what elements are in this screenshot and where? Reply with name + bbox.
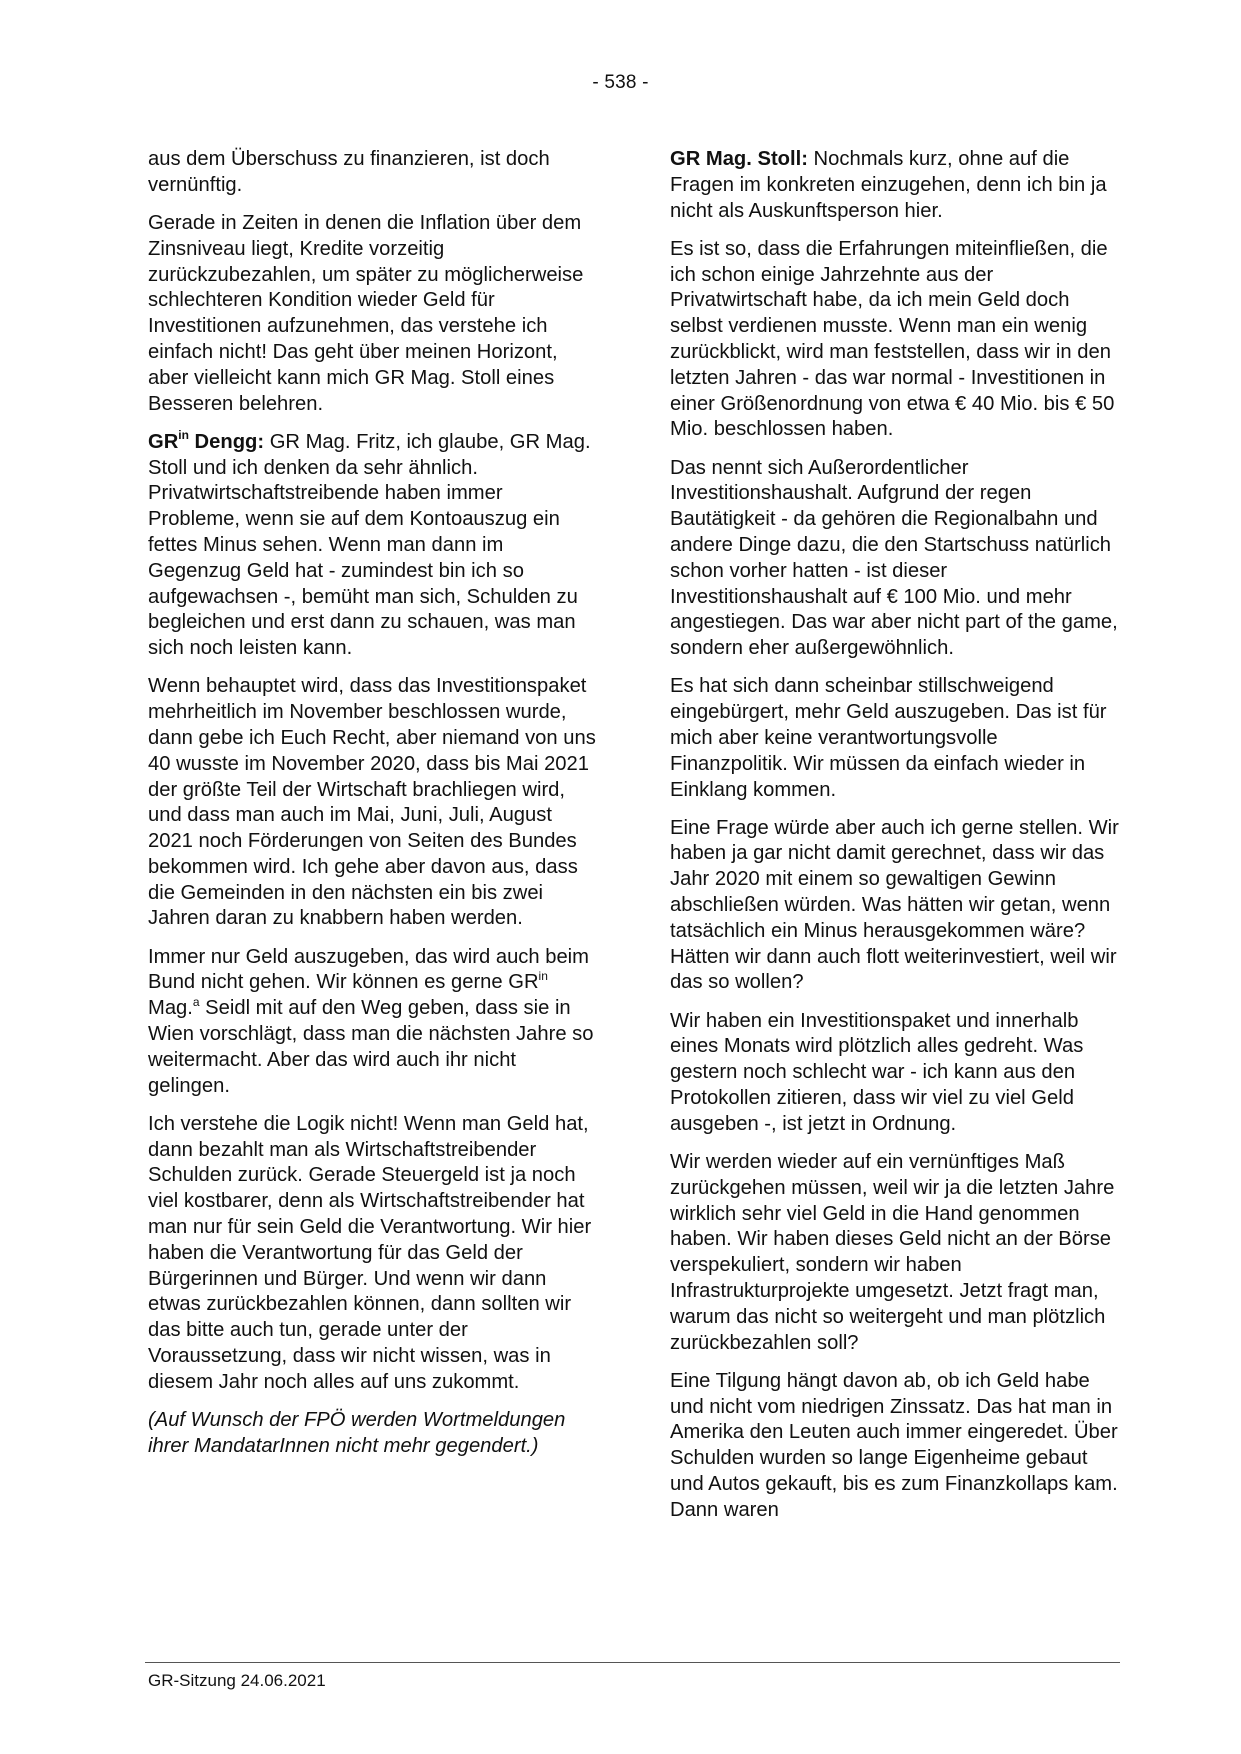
- speech-text: GR Mag. Fritz, ich glaube, GR Mag. Stoll und ich denken da sehr ähnlich. Privatwirtschaftstreibende haben immer Probleme, wenn sie auf dem Kontoauszug ein fettes Minus sehen. Wenn man dann im Gegenzug Geld hat - zumindest bin ich so aufgewachsen -, bemüht man sich, Schulden zu begleichen und erst dann zu schauen, was man sich noch leisten kann.: [148, 430, 591, 660]
- paragraph: Das nennt sich Außerordentlicher Investitionshaushalt. Aufgrund der regen Bautätigkeit - da gehören die Regionalbahn und andere Dinge dazu, die den Startschuss natürlich schon vorher hatten - ist dieser Investitionshaushalt auf € 100 Mio. und mehr angestiegen. Das war aber nicht part of the game, sondern eher außergewöhnlich.: [670, 456, 1118, 660]
- editorial-note: (Auf Wunsch der FPÖ werden Wortmeldungen ihrer MandatarInnen nicht mehr gegendert.): [148, 1409, 566, 1457]
- paragraph: Eine Frage würde aber auch ich gerne stellen. Wir haben ja gar nicht damit gerechnet, dass wir das Jahr 2020 mit einem so gewaltigen Gewinn abschließen würden. Was hätten wir getan, wenn tatsächlich ein Minus herausgekommen wäre? Hätten wir dann auch flott weiterinvestiert, weil wir das so wollen?: [670, 816, 1119, 994]
- speaker-paragraph-dengg: [148, 430, 598, 662]
- paragraph: Es hat sich dann scheinbar stillschweigend eingebürgert, mehr Geld auszugeben. Das ist für mich aber keine verantwortungsvolle Finanzpolitik. Wir müssen da einfach wieder in Einklang kommen.: [670, 675, 1107, 801]
- speech-text: Nochmals kurz, ohne auf die Fragen im konkreten einzugehen, denn ich bin ja nicht als Auskunftsperson hier.: [670, 148, 1107, 222]
- paragraph: Es ist so, dass die Erfahrungen miteinfließen, die ich schon einige Jahrzehnte aus der Privatwirtschaft habe, da ich mein Geld doch selbst verdienen musste. Wenn man ein wenig zurückblickt, wird man feststellen, dass wir in den letzten Jahren - das war normal - Investitionen in einer Größenordnung von etwa € 40 Mio. bis € 50 Mio. beschlossen haben.: [670, 237, 1115, 441]
- right-column: [670, 147, 1120, 1536]
- paragraph: Ich verstehe die Logik nicht! Wenn man Geld hat, dann bezahlt man als Wirtschaftstreibender Schulden zurück. Gerade Steuergeld ist ja noch viel kostbarer, denn als Wirtschaftstreibender hat man nur für sein Geld die Verantwortung. Wir hier haben die Verantwortung für das Geld der Bürgerinnen und Bürger. Und wenn wir dann etwas zurückbezahlen können, dann sollten wir das bitte auch tun, gerade unter der Voraussetzung, dass wir nicht wissen, was in diesem Jahr noch alles auf uns zukommt.: [148, 1112, 592, 1393]
- page-number: - 538 -: [592, 72, 649, 93]
- speaker-name: GR Mag. Stoll:: [670, 148, 808, 170]
- paragraph: Immer nur Geld auszugeben, das wird auch beim Bund nicht gehen. Wir können es gerne $GR^{in}$ Mag.$^a$ Seidl mit auf den Weg geben, dass sie in Wien vorschlägt, dass man die nächsten Jahre so weitermacht. Aber das wird auch ihr nicht gelingen.: [148, 945, 594, 1097]
- paragraph: aus dem Überschuss zu finanzieren, ist doch vernünftig.: [148, 148, 550, 196]
- paragraph: Wir haben ein Investitionspaket und innerhalb eines Monats wird plötzlich alles gedreht. Was gestern noch schlecht war - ich kann aus den Protokollen zitieren, dass wir viel zu viel Geld ausgeben -, ist jetzt in Ordnung.: [670, 1009, 1084, 1135]
- paragraph: Wir werden wieder auf ein vernünftiges Maß zurückgehen müssen, weil wir ja die letzten Jahre wirklich sehr viel Geld in die Hand genommen haben. Wir haben dieses Geld nicht an der Börse verspekuliert, sondern wir haben Infrastrukturprojekte umgesetzt. Jetzt fragt man, warum das nicht so weitergeht und man plötzlich zurückbezahlen soll?: [670, 1151, 1115, 1354]
- paragraph: Eine Tilgung hängt davon ab, ob ich Geld habe und nicht vom niedrigen Zinssatz. Das hat man in Amerika den Leuten auch immer eingeredet. Über Schulden wurden so lange Eigenheime gebaut und Autos gekauft, bis es zum Finanzkollaps kam. Dann waren: [670, 1369, 1118, 1521]
- paragraph: Gerade in Zeiten in denen die Inflation über dem Zinsniveau liegt, Kredite vorzeitig zurückzubezahlen, um später zu möglicherweise schlechteren Kondition wieder Geld für Investitionen aufzunehmen, das verstehe ich einfach nicht! Das geht über meinen Horizont, aber vielleicht kann mich GR Mag. Stoll eines Besseren belehren.: [148, 211, 584, 415]
- paragraph: Wenn behauptet wird, dass das Investitionspaket mehrheitlich im November beschlossen wurde, dann gebe ich Euch Recht, aber niemand von uns 40 wusste im November 2020, dass bis Mai 2021 der größte Teil der Wirtschaft brachliegen wird, und dass man auch im Mai, Juni, Juli, August 2021 noch Förderungen von Seiten des Bundes bekommen wird. Ich gehe aber davon aus, dass die Gemeinden in den nächsten ein bis zwei Jahren daran zu knabbern haben werden.: [148, 675, 596, 930]
- footer-session-date: GR-Sitzung 24.06.2021: [148, 1671, 326, 1690]
- left-column: [148, 147, 598, 1472]
- speaker-name: $GR^{in}$ Dengg:: [148, 428, 265, 453]
- speaker-paragraph-stoll: [670, 147, 1120, 224]
- footer-divider: [145, 1662, 1120, 1663]
